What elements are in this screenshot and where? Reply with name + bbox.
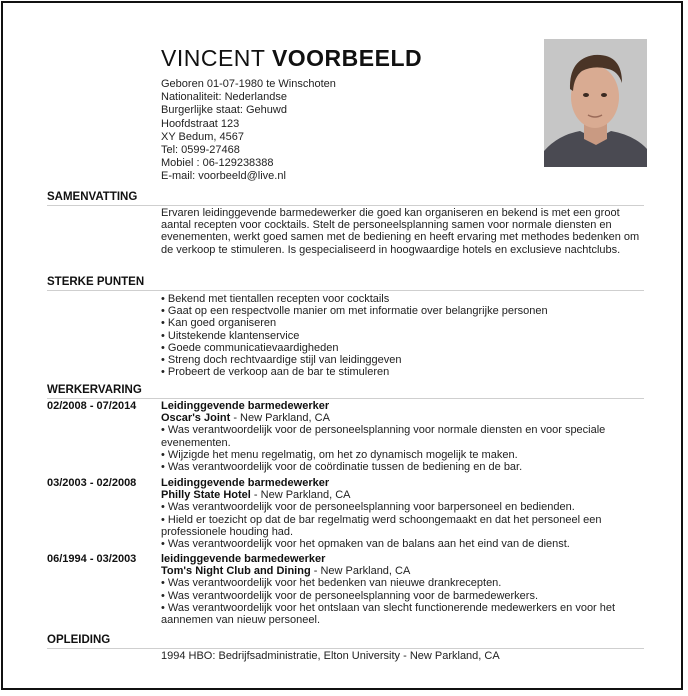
job-title: leidinggevende barmedewerker — [161, 553, 326, 565]
job-entry — [47, 400, 647, 476]
list-item: • Probeert de verkoop aan de bar te stimuleren — [161, 366, 390, 379]
experience-heading: WERKERVARING — [47, 384, 142, 396]
last-name: VOORBEELD — [271, 45, 423, 71]
education-heading: OPLEIDING — [47, 634, 111, 646]
portrait-image — [544, 39, 647, 167]
list-item: • Bekend met tientallen recepten voor cocktails — [161, 293, 390, 305]
job-title: Leidinggevende barmedewerker — [161, 400, 330, 412]
contact-line: Geboren 01-07-1980 te Winschoten — [161, 78, 336, 90]
resume-page — [1, 1, 683, 690]
contact-details — [161, 78, 336, 184]
list-item: • Streng doch rechtvaardige stijl van leidinggeven — [161, 354, 402, 367]
summary-heading: SAMENVATTING — [47, 191, 138, 203]
job-entry — [47, 553, 647, 629]
job-dates: 03/2003 - 02/2008 — [47, 477, 137, 489]
job-content — [161, 477, 649, 550]
contact-line: Nationaliteit: Nederlandse — [161, 91, 287, 104]
first-name: VINCENT — [161, 45, 266, 71]
job-company — [161, 489, 649, 501]
contact-line: XY Bedum, 4567 — [161, 130, 244, 143]
job-company — [161, 565, 649, 577]
section-divider — [47, 290, 644, 291]
list-item: • Kan goed organiseren — [161, 317, 277, 330]
job-duty: • Was verantwoordelijk voor het bedenken van nieuwe drankrecepten. — [161, 577, 502, 590]
contact-line: Tel: 0599-27468 — [161, 144, 240, 157]
contact-line: Hoofdstraat 123 — [161, 117, 240, 130]
job-duty: • Hield er toezicht op dat de bar regelmatig werd schoongemaakt en dat het personeel een professionele houding had. — [161, 513, 602, 538]
contact-line: Mobiel : 06-129238388 — [161, 157, 274, 170]
list-item: • Goede communicatievaardigheden — [161, 341, 339, 354]
list-item: • Uitstekende klantenservice — [161, 329, 300, 342]
company-name: Tom's Night Club and Dining — [161, 565, 311, 578]
job-content — [161, 400, 649, 473]
company-location: - New Parkland, CA — [250, 489, 351, 502]
job-duty: • Was verantwoordelijk voor het opmaken van de balans aan het eind van de dienst. — [161, 538, 570, 551]
profile-photo — [544, 39, 647, 167]
contact-line: Burgerlijke staat: Gehuwd — [161, 104, 287, 117]
job-dates: 06/1994 - 03/2003 — [47, 553, 137, 565]
education-item: 1994 HBO: Bedrijfsadministratie, Elton University - New Parkland, CA — [161, 650, 500, 662]
job-duty: • Was verantwoordelijk voor de coördinatie tussen de bediening en de bar. — [161, 461, 523, 474]
job-content — [161, 553, 649, 626]
job-duty: • Was verantwoordelijk voor het ontslaan van slecht functionerende medewerkers en voor het aannemen van nieuw personeel. — [161, 601, 616, 627]
job-title: Leidinggevende barmedewerker — [161, 477, 330, 489]
candidate-name — [161, 45, 422, 72]
summary-text: Ervaren leidinggevende barmedewerker die goed kan organiseren en bekend is met een groot aantal recepten voor cocktails. Stelt de personeelsplanning samen voor normale diensten en evenementen, werkt goed samen met de bediening en heeft ervaring met methodes bedenken om de verkoop te stimuleren. Is gespecialiseerd in hoogwaardige hotels en exclusieve nachtclubs. — [161, 207, 640, 256]
section-divider — [47, 648, 644, 649]
company-name: Oscar's Joint — [161, 412, 231, 425]
section-divider — [47, 398, 644, 399]
company-name: Philly State Hotel — [161, 489, 251, 502]
job-duty: • Wijzigde het menu regelmatig, om het zo dynamisch mogelijk te maken. — [161, 448, 518, 461]
job-duty: • Was verantwoordelijk voor de personeelsplanning voor normale diensten en voor speciale evenementen. — [161, 424, 606, 449]
contact-line: E-mail: voorbeeld@live.nl — [161, 170, 286, 183]
job-company — [161, 412, 649, 424]
job-duty: • Was verantwoordelijk voor de personeelsplanning voor de barmedewerkers. — [161, 589, 539, 602]
strengths-list — [161, 293, 649, 378]
job-dates: 02/2008 - 07/2014 — [47, 400, 137, 412]
list-item: • Gaat op een respectvolle manier om met informatie over belangrijke personen — [161, 305, 548, 318]
job-entry — [47, 477, 647, 553]
company-location: - New Parkland, CA — [310, 565, 411, 578]
strengths-heading: STERKE PUNTEN — [47, 276, 145, 288]
job-duty: • Was verantwoordelijk voor de personeelsplanning voor barpersoneel en bedienden. — [161, 501, 575, 514]
company-location: - New Parkland, CA — [230, 412, 330, 425]
section-divider — [47, 205, 644, 206]
